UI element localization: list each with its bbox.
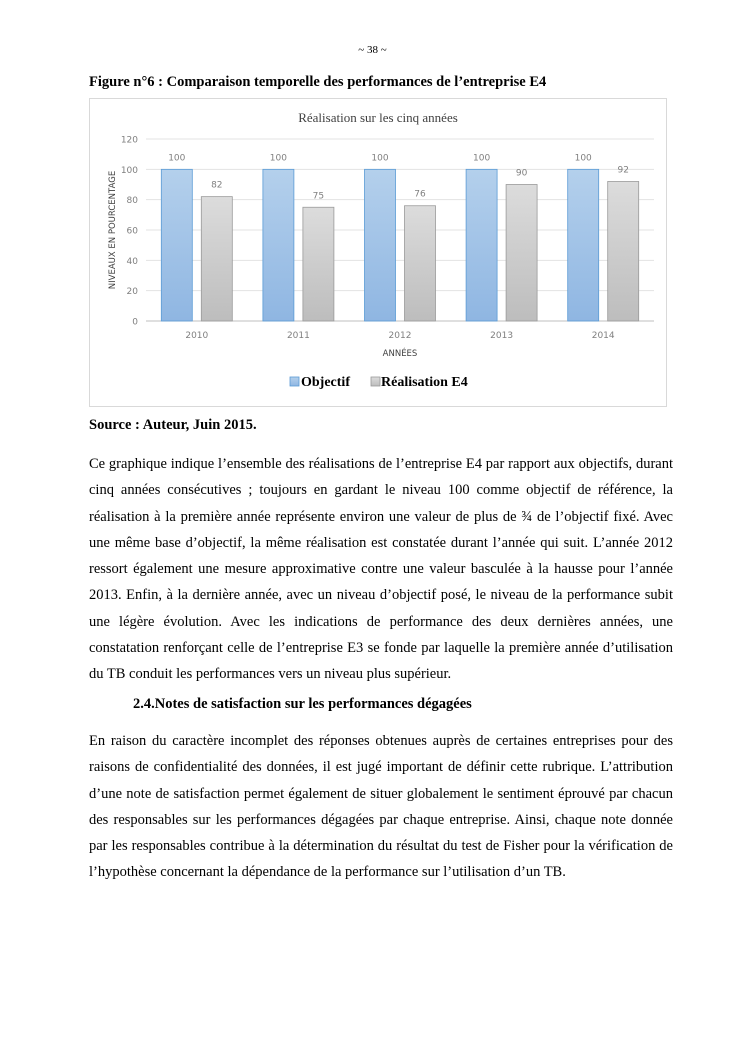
y-axis-label: NIVEAUX EN POURCENTAGE [108,170,118,290]
x-tick-label: 2010 [185,331,209,341]
data-label: 100 [269,153,287,164]
data-label: 100 [371,153,389,164]
x-tick-label: 2013 [490,331,514,341]
bar-realisation [506,185,537,322]
bar-realisation [303,207,334,321]
bar-objectif [161,169,192,321]
x-axis-label: ANNÉES [382,349,418,359]
y-tick-label: 60 [126,226,138,237]
data-label: 82 [211,180,223,191]
data-label: 75 [312,191,325,202]
paragraph-chart-analysis: Ce graphique indique l’ensemble des réalisations de l’entreprise E4 par rapport aux objectifs, durant cinq années consécutives ; toujours en gardant le niveau 100 comme objectif de référence, la réalisation à la première année représente environ une valeur de plus de ¾ de l’objectif fixé. Avec une même base d’objectif, la même réalisation est constatée durant l’année qui suit. L’année 2012 ressort également une mesure approximative contre une valeur basculée à la hausse pour l’année 2013. Enfin, à la dernière année, avec un niveau d’objectif posé, le niveau de la performance subit une légère évolution. Avec les indications de performance des deux dernières années, une constatation renforçant celle de l’entreprise E3 se fonde par laquelle la première année d’utilisation du TB conduit les performances vers un niveau plus supérieur. [89,456,673,683]
data-label: 100 [574,153,592,164]
bar-chart [90,99,666,406]
y-tick-label: 100 [120,165,138,176]
figure-source: Source : Auteur, Juin 2015. [89,417,257,433]
bar-objectif [263,169,294,321]
bar-realisation [405,206,436,321]
bar-objectif [365,169,396,321]
bar-objectif [466,169,497,321]
chart-container [89,98,667,407]
y-tick-label: 0 [132,317,138,328]
data-label: 92 [617,165,629,176]
data-label: 100 [168,153,186,164]
legend-swatch-realisation [371,377,380,386]
x-tick-label: 2012 [388,331,412,341]
x-tick-label: 2014 [591,331,615,341]
data-label: 76 [414,189,426,200]
y-tick-label: 20 [126,287,138,298]
legend-label-objectif: Objectif [301,375,350,390]
legend-swatch-objectif [290,377,299,386]
bar-realisation [608,181,639,321]
x-tick-label: 2011 [286,331,310,341]
y-tick-label: 120 [120,135,138,146]
chart-title: Réalisation sur les cinq années [298,110,458,125]
bar-realisation [201,197,232,321]
y-tick-label: 40 [126,256,138,267]
section-heading: 2.4.Notes de satisfaction sur les performances dégagées [133,696,472,712]
figure-title: Figure n°6 : Comparaison temporelle des performances de l’entreprise E4 [89,74,547,90]
y-tick-label: 80 [126,196,138,207]
legend-label-realisation: Réalisation E4 [381,375,468,390]
data-label: 100 [473,153,491,164]
bar-objectif [568,169,599,321]
data-label: 90 [515,168,528,179]
page-number: ~ 38 ~ [358,44,387,56]
paragraph-satisfaction: En raison du caractère incomplet des réponses obtenues auprès de certaines entreprises pour des raisons de confidentialité des données, il est jugé important de définir cette rubrique. L’attribution d’une note de satisfaction permet également de situer globalement le sentiment éprouvé par chacun des responsables sur les performances dégagées par chaque entreprise. Ainsi, chaque note donnée par les responsables contribue à la détermination du résultat du test de Fisher pour la vérification de l’hypothèse concernant la dépendance de la performance sur l’utilisation d’un TB. [89,733,673,881]
